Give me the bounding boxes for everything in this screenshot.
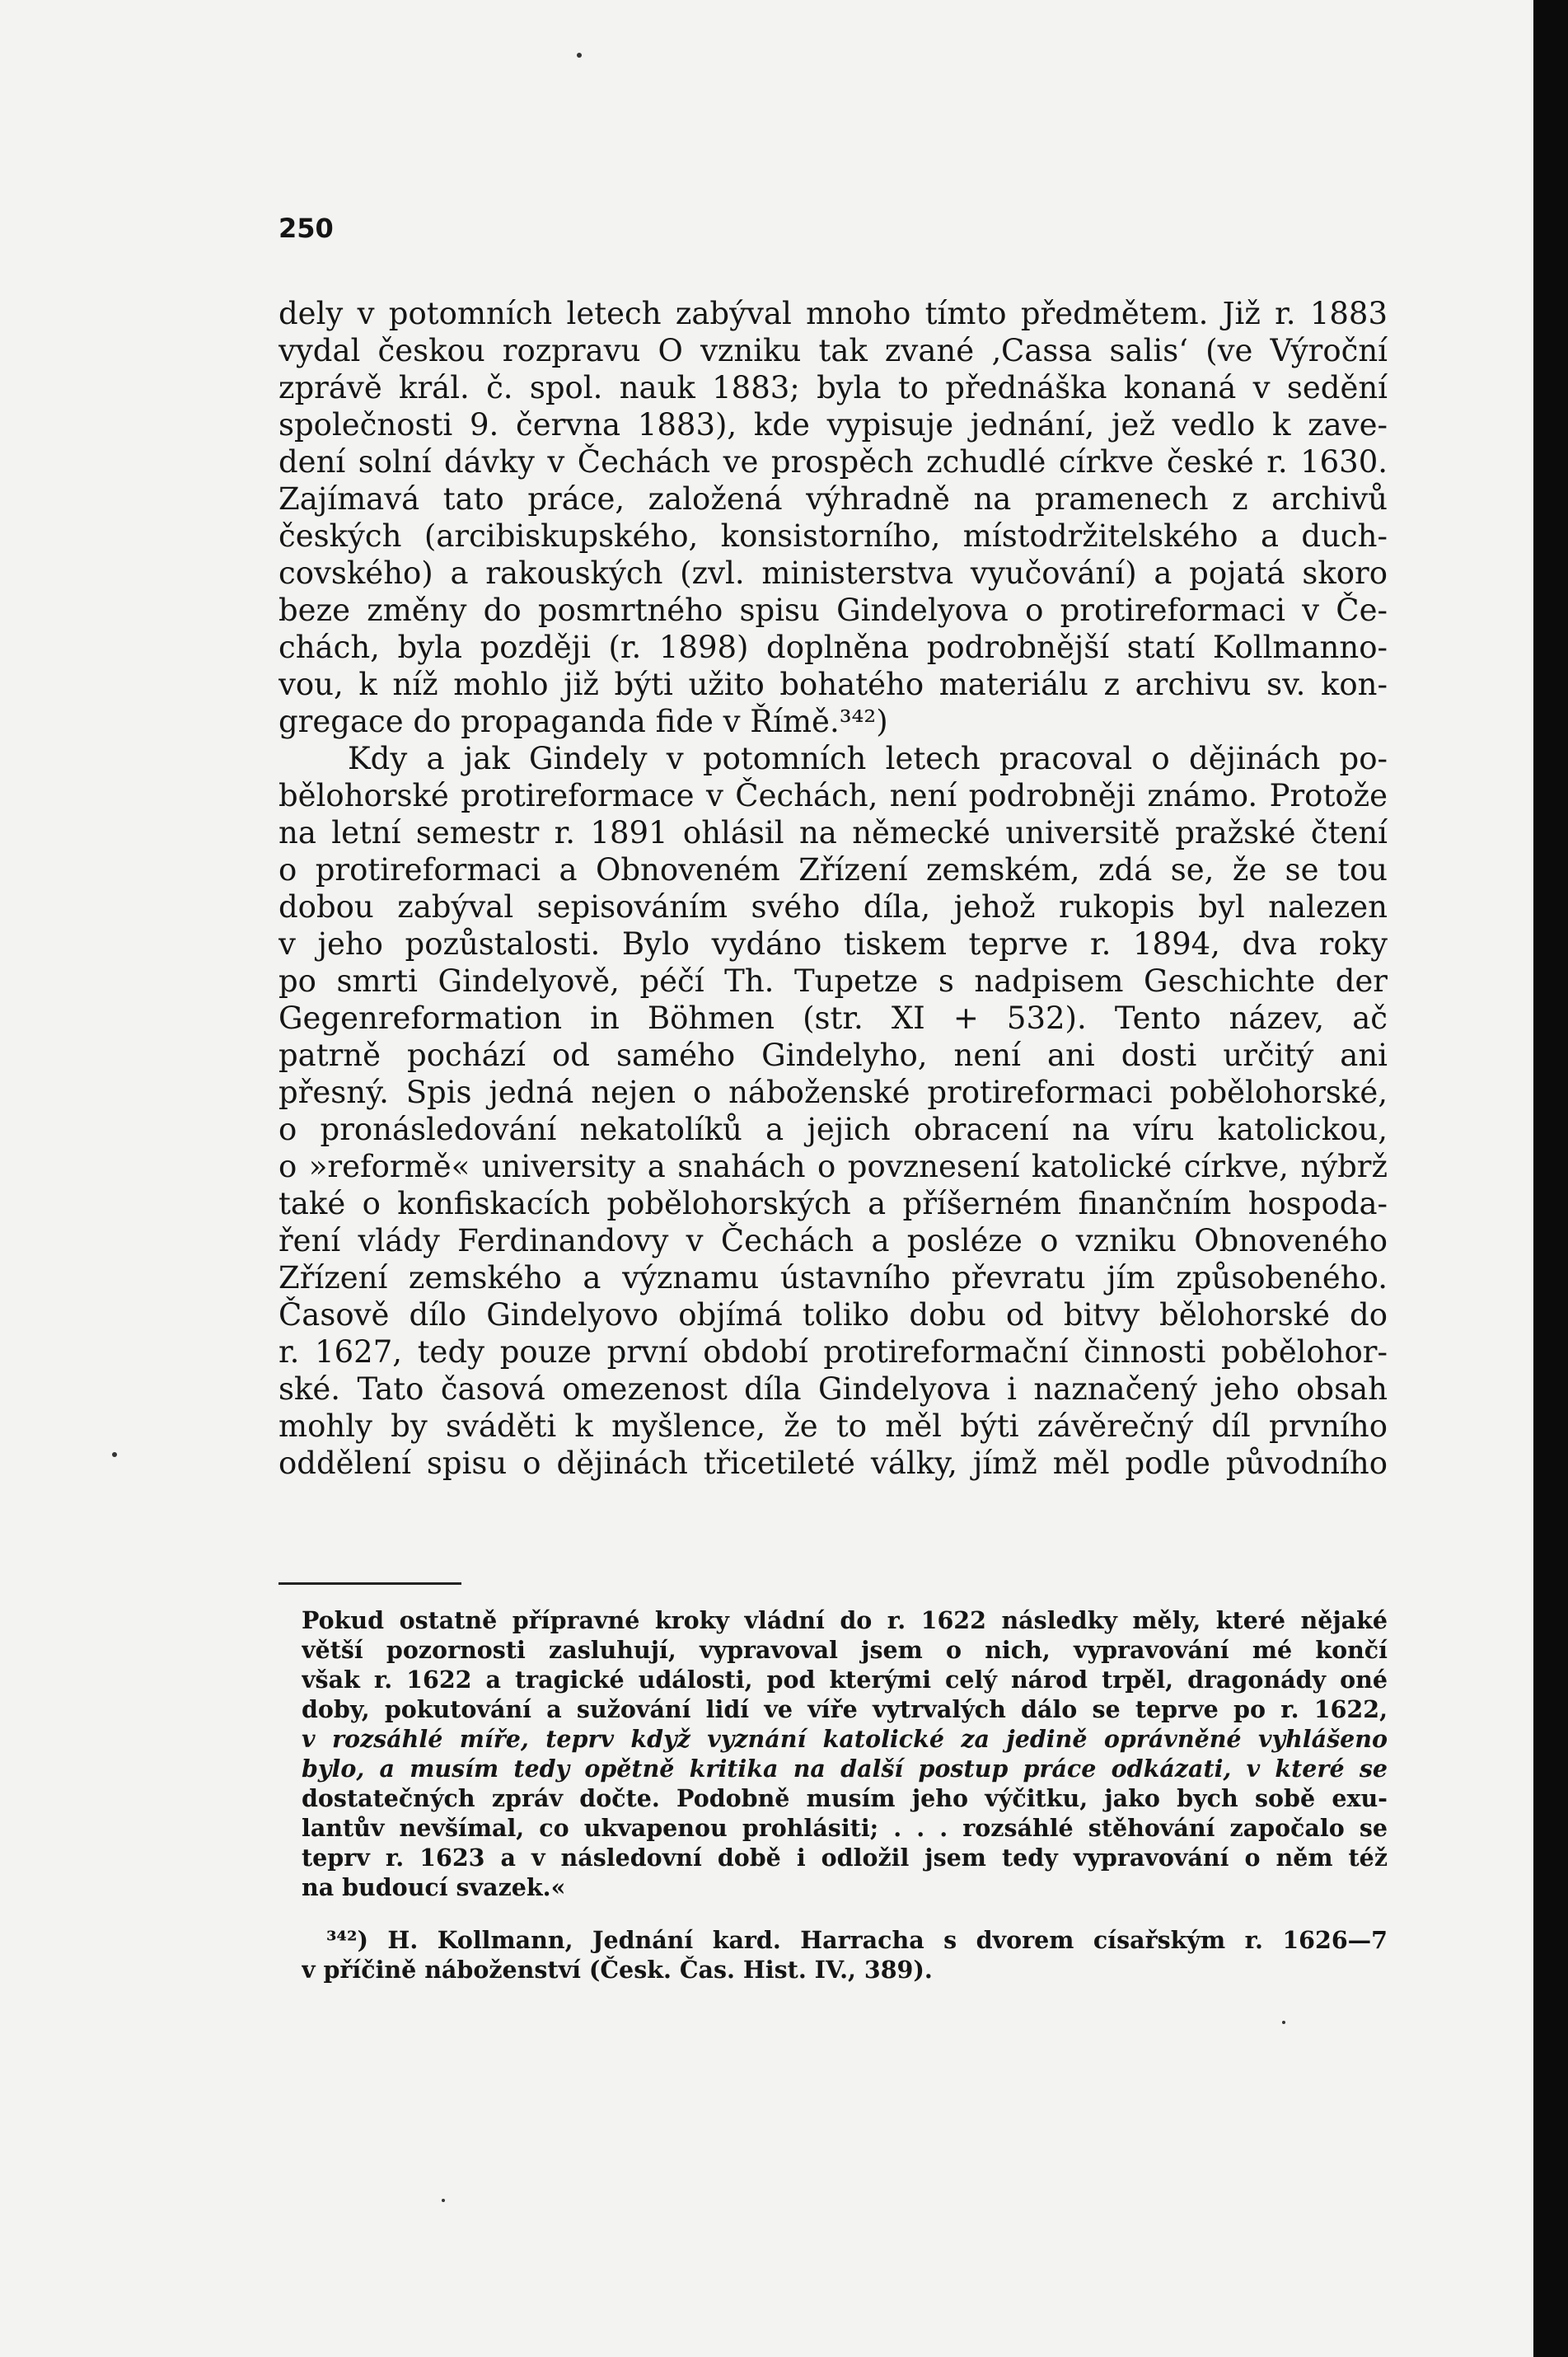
text-line: po smrti Gindelyově, péčí Th. Tupetze s nadpisem Geschichte der — [278, 963, 1388, 999]
scan-speck — [577, 53, 582, 58]
text-line: o pronásledování nekatolíků a jejich obracení na víru katolickou, — [278, 1112, 1388, 1147]
scan-dark-edge — [1533, 0, 1568, 2357]
text-line: beze změny do posmrtného spisu Gindelyova o protireformaci v Če- — [278, 593, 1388, 628]
text-line: gregace do propaganda fide v Římě.³⁴²) — [278, 704, 888, 739]
text-line: Kdy a jak Gindely v potomních letech pracoval o dějinách po- — [348, 741, 1388, 776]
text-line: patrně pochází od samého Gindelyho, není ani dosti určitý ani — [278, 1038, 1388, 1073]
footnote-line: v příčině náboženství (Česk. Čas. Hist. IV., 389). — [302, 1956, 933, 1984]
text-line: Časově dílo Gindelyovo objímá toliko dobu od bitvy bělohorské do — [278, 1297, 1388, 1333]
text-line: mohly by sváděti k myšlence, že to měl býti závěrečný díl prvního — [278, 1408, 1388, 1444]
text-line: na letní semestr r. 1891 ohlásil na německé universitě pražské čtení — [278, 815, 1388, 850]
text-line: dely v potomních letech zabýval mnoho tímto předmětem. Již r. 1883 — [278, 296, 1388, 331]
footnote-line: teprv r. 1623 a v následovní době i odložil jsem tedy vypravování o něm též — [302, 1844, 1388, 1872]
text-line: Gegenreformation in Böhmen (str. XI + 532). Tento název, ač — [278, 1000, 1388, 1036]
text-line: českých (arcibiskupského, konsistorního, místodržitelského a duch- — [278, 518, 1388, 554]
text-line: přesný. Spis jedná nejen o náboženské protireformaci pobělohorské, — [278, 1075, 1388, 1110]
page-number: 250 — [278, 213, 334, 244]
footnote-line: větší pozornosti zasluhují, vypravoval jsem o nich, vypravování mé končí — [302, 1636, 1388, 1664]
footnote-line: Pokud ostatně přípravné kroky vládní do r. 1622 následky měly, které nějaké — [302, 1606, 1388, 1634]
text-line: zprávě král. č. spol. nauk 1883; byla to přednáška konaná v sedění — [278, 370, 1388, 405]
footnote-line: lantův nevšímal, co ukvapenou prohlásiti; . . . rozsáhlé stěhování započalo se — [302, 1814, 1388, 1842]
text-line: o »reformě« university a snahách o povznesení katolické církve, nýbrž — [278, 1149, 1388, 1184]
footnote-line: doby, pokutování a sužování lidí ve víře vytrvalých dálo se teprve po r. 1622, — [302, 1695, 1388, 1723]
footnote-342 — [302, 1925, 1388, 1984]
text-line: o protireformaci a Obnoveném Zřízení zemském, zdá se, že se tou — [278, 852, 1388, 888]
text-line: také o konfiskacích pobělohorských a příšerném finančním hospoda- — [278, 1186, 1388, 1221]
footnote-line: však r. 1622 a tragické události, pod kterými celý národ trpěl, dragonády oné — [302, 1666, 1388, 1694]
text-line: Zřízení zemského a významu ústavního převratu jím způsobeného. — [278, 1260, 1388, 1296]
text-line: v jeho pozůstalosti. Bylo vydáno tiskem teprve r. 1894, dva roky — [278, 926, 1388, 962]
text-line: vou, k níž mohlo již býti užito bohatého materiálu z archivu sv. kon- — [278, 667, 1388, 702]
text-line: covského) a rakouských (zvl. ministerstva vyučování) a pojatá skoro — [278, 555, 1388, 591]
footnote-separator — [278, 1582, 461, 1585]
text-line: dení solní dávky v Čechách ve prospěch zchudlé církve české r. 1630. — [278, 444, 1388, 480]
text-line: oddělení spisu o dějinách třicetileté války, jímž měl podle původního — [278, 1446, 1388, 1481]
footnote-quote — [302, 1605, 1388, 1902]
text-line: chách, byla později (r. 1898) doplněna podrobnější statí Kollmanno- — [278, 630, 1388, 665]
text-line: bělohorské protireformace v Čechách, není podrobněji známo. Protože — [278, 778, 1388, 813]
footnote-line: na budoucí svazek.« — [302, 1873, 566, 1901]
text-line: ské. Tato časová omezenost díla Gindelyova i naznačený jeho obsah — [278, 1371, 1388, 1407]
footnote-line: v rozsáhlé míře, teprv když vyznání katolické za jedině oprávněné vyhlášeno — [302, 1725, 1388, 1753]
text-line: r. 1627, tedy pouze první období protireformační činnosti pobělohor- — [278, 1334, 1388, 1370]
scan-speck — [1282, 2021, 1285, 2024]
scan-speck — [442, 2199, 445, 2202]
scan-speck — [112, 1452, 117, 1457]
footnote-line: ³⁴²) H. Kollmann, Jednání kard. Harracha s dvorem císařským r. 1626—7 — [326, 1926, 1388, 1954]
footnote-line: dostatečných zpráv dočte. Podobně musím jeho výčitku, jako bych sobě exu- — [302, 1784, 1388, 1812]
main-text — [278, 295, 1388, 1482]
text-line: vydal českou rozpravu O vzniku tak zvané ‚Cassa salis‘ (ve Výroční — [278, 333, 1388, 368]
footnote-line: bylo, a musím tedy opětně kritika na další postup práce odkázati, v které se — [302, 1755, 1388, 1783]
text-line: ření vlády Ferdinandovy v Čechách a posléze o vzniku Obnoveného — [278, 1223, 1388, 1258]
text-line: Zajímavá tato práce, založená výhradně na pramenech z archivů — [278, 481, 1388, 517]
text-line: společnosti 9. června 1883), kde vypisuje jednání, jež vedlo k zave- — [278, 407, 1388, 443]
text-line: dobou zabýval sepisováním svého díla, jehož rukopis byl nalezen — [278, 889, 1388, 925]
